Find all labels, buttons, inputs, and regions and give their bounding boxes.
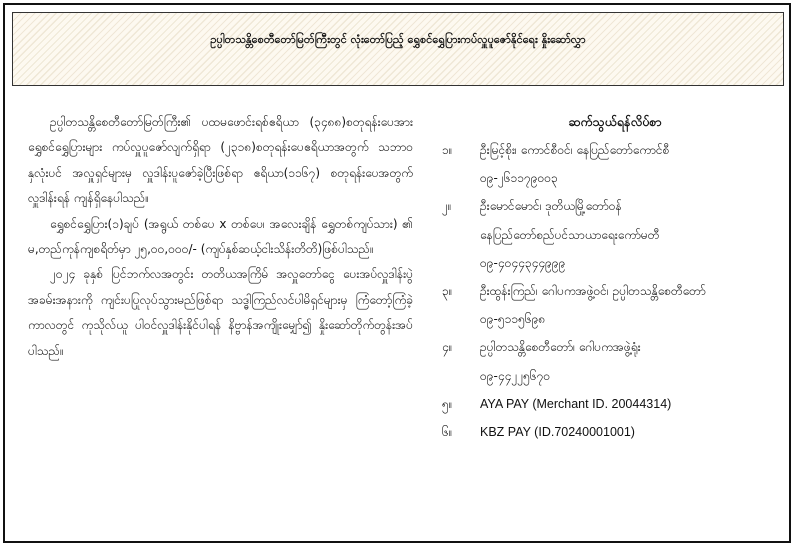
- contact-line: ၀၉-၄၄၂၂၅၆၇၀: [480, 368, 551, 383]
- contact-number: ၅။: [442, 396, 453, 411]
- contact-number: ၄။: [442, 340, 453, 355]
- contact-item: [440, 333, 780, 389]
- title-banner: [12, 12, 784, 86]
- contact-line: ဦးမြင့်စိုး၊ ကောင်စီဝင်၊ နေပြည်တော်ကောင်စီ: [480, 143, 670, 157]
- body-paragraph: ဥပ္ပါတသန္တိစေတီတော်မြတ်ကြီး၏ ပထမဖောင်းရစ်ဧရိယာ (၃၄၈၈)စတုရန်းပေအား ရွှေစင်ရွှေပြားများ ကပ်လှူပူဇော်လျက်ရှိရာ (၂၃၁၈)စတုရန်းပေဧရိယာအတွက် သဘာဝနှလုံးပင် အလှူရှင်များမှ လှူဒါန်းပူဇော်ခဲ့ပြီးဖြစ်ရာ ဧရိယာ(၁၁၆၇) စတုရန်းပေအတွက် လှူဒါန်းရန် ကျန်ရှိနေပါသည်။: [28, 115, 413, 206]
- contact-item: [440, 390, 780, 418]
- notice-body: [28, 110, 413, 364]
- contact-line: KBZ PAY (ID.70240001001): [480, 425, 635, 440]
- contact-item: [440, 418, 780, 446]
- contact-item: [440, 136, 780, 192]
- contact-line: ဦးထွန်းကြည်၊ ဂေါပကအဖွဲ့ဝင်၊ ဥပ္ပါတသန္တိစေတီတော်: [480, 284, 706, 299]
- contact-line: AYA PAY (Merchant ID. 20044314): [480, 396, 672, 411]
- notice-title: ဥပ္ပါတသန္တိစေတီတော်မြတ်ကြီးတွင် လုံးတော်ပြည့် ရွှေစင်ရွှေပြားကပ်လှူပူဇော်နိုင်ရေး နှိုးဆော်လွှာ: [210, 33, 586, 46]
- contact-line: ဥပ္ပါတသန္တိစေတီတော်၊ ဂေါပကအဖွဲ့ရုံး: [480, 340, 641, 355]
- contact-item: [440, 277, 780, 333]
- contact-section: [440, 110, 780, 446]
- contact-list: [440, 136, 780, 446]
- contact-number: ၁။: [442, 143, 453, 157]
- contact-line: ၀၉-၅၁၁၅၆၉၈: [480, 312, 546, 327]
- body-paragraph: ရွှေစင်ရွှေပြား(၁)ချပ် (အရွယ် တစ်ပေ x တစ်ပေ၊ အလေးချိန် ရွှေတစ်ကျပ်သား) ၏ မ,တည်ကုန်ကျစရိတ်မှာ ၂၅,၀၀,၀၀၀/- (ကျပ်နှစ်ဆယ့်ငါးသိန်းတိတိ)ဖြစ်ပါသည်။: [28, 216, 413, 257]
- contact-number: ၆။: [442, 425, 453, 440]
- contact-line: ဦးမောင်မောင်၊ ဒုတိယမြို့တော်ဝန်: [480, 199, 622, 214]
- contact-item: [440, 192, 780, 277]
- contact-line: ၀၉-၄၀၄၄၃၄၄၉၉၉: [480, 255, 566, 270]
- contact-line: ၀၉-၂၆၁၁၇၉၀၀၃: [480, 171, 558, 186]
- contact-heading: ဆက်သွယ်ရန်လိပ်စာ: [568, 114, 662, 129]
- contact-number: ၂။: [442, 199, 452, 214]
- contact-number: ၃။: [442, 284, 453, 299]
- contact-line: နေပြည်တော်စည်ပင်သာယာရေးကော်မတီ: [480, 227, 660, 242]
- body-paragraph: ၂၀၂၄ ခုနှစ် ပြင်ဘက်လအတွင်း တတိယအကြိမ် အလှူတော်ငွေ ပေးအပ်လှူဒါန်းပွဲအခမ်းအနားကို ကျင်းပပြုလုပ်သွားမည်ဖြစ်ရာ သဒ္ဓါကြည်လင်ပါမိရှင်များမှ ကြံတော့်ကြံခဲ့ကာလတွင် ကုသိုလ်ယူ ပါဝင်လှူဒါန်းနိုင်ပါရန် နိဗ္ဗာန်အကျိုးမျှော်၍ နှိုးဆော်တိုက်တွန်းအပ်ပါသည်။: [28, 267, 413, 358]
